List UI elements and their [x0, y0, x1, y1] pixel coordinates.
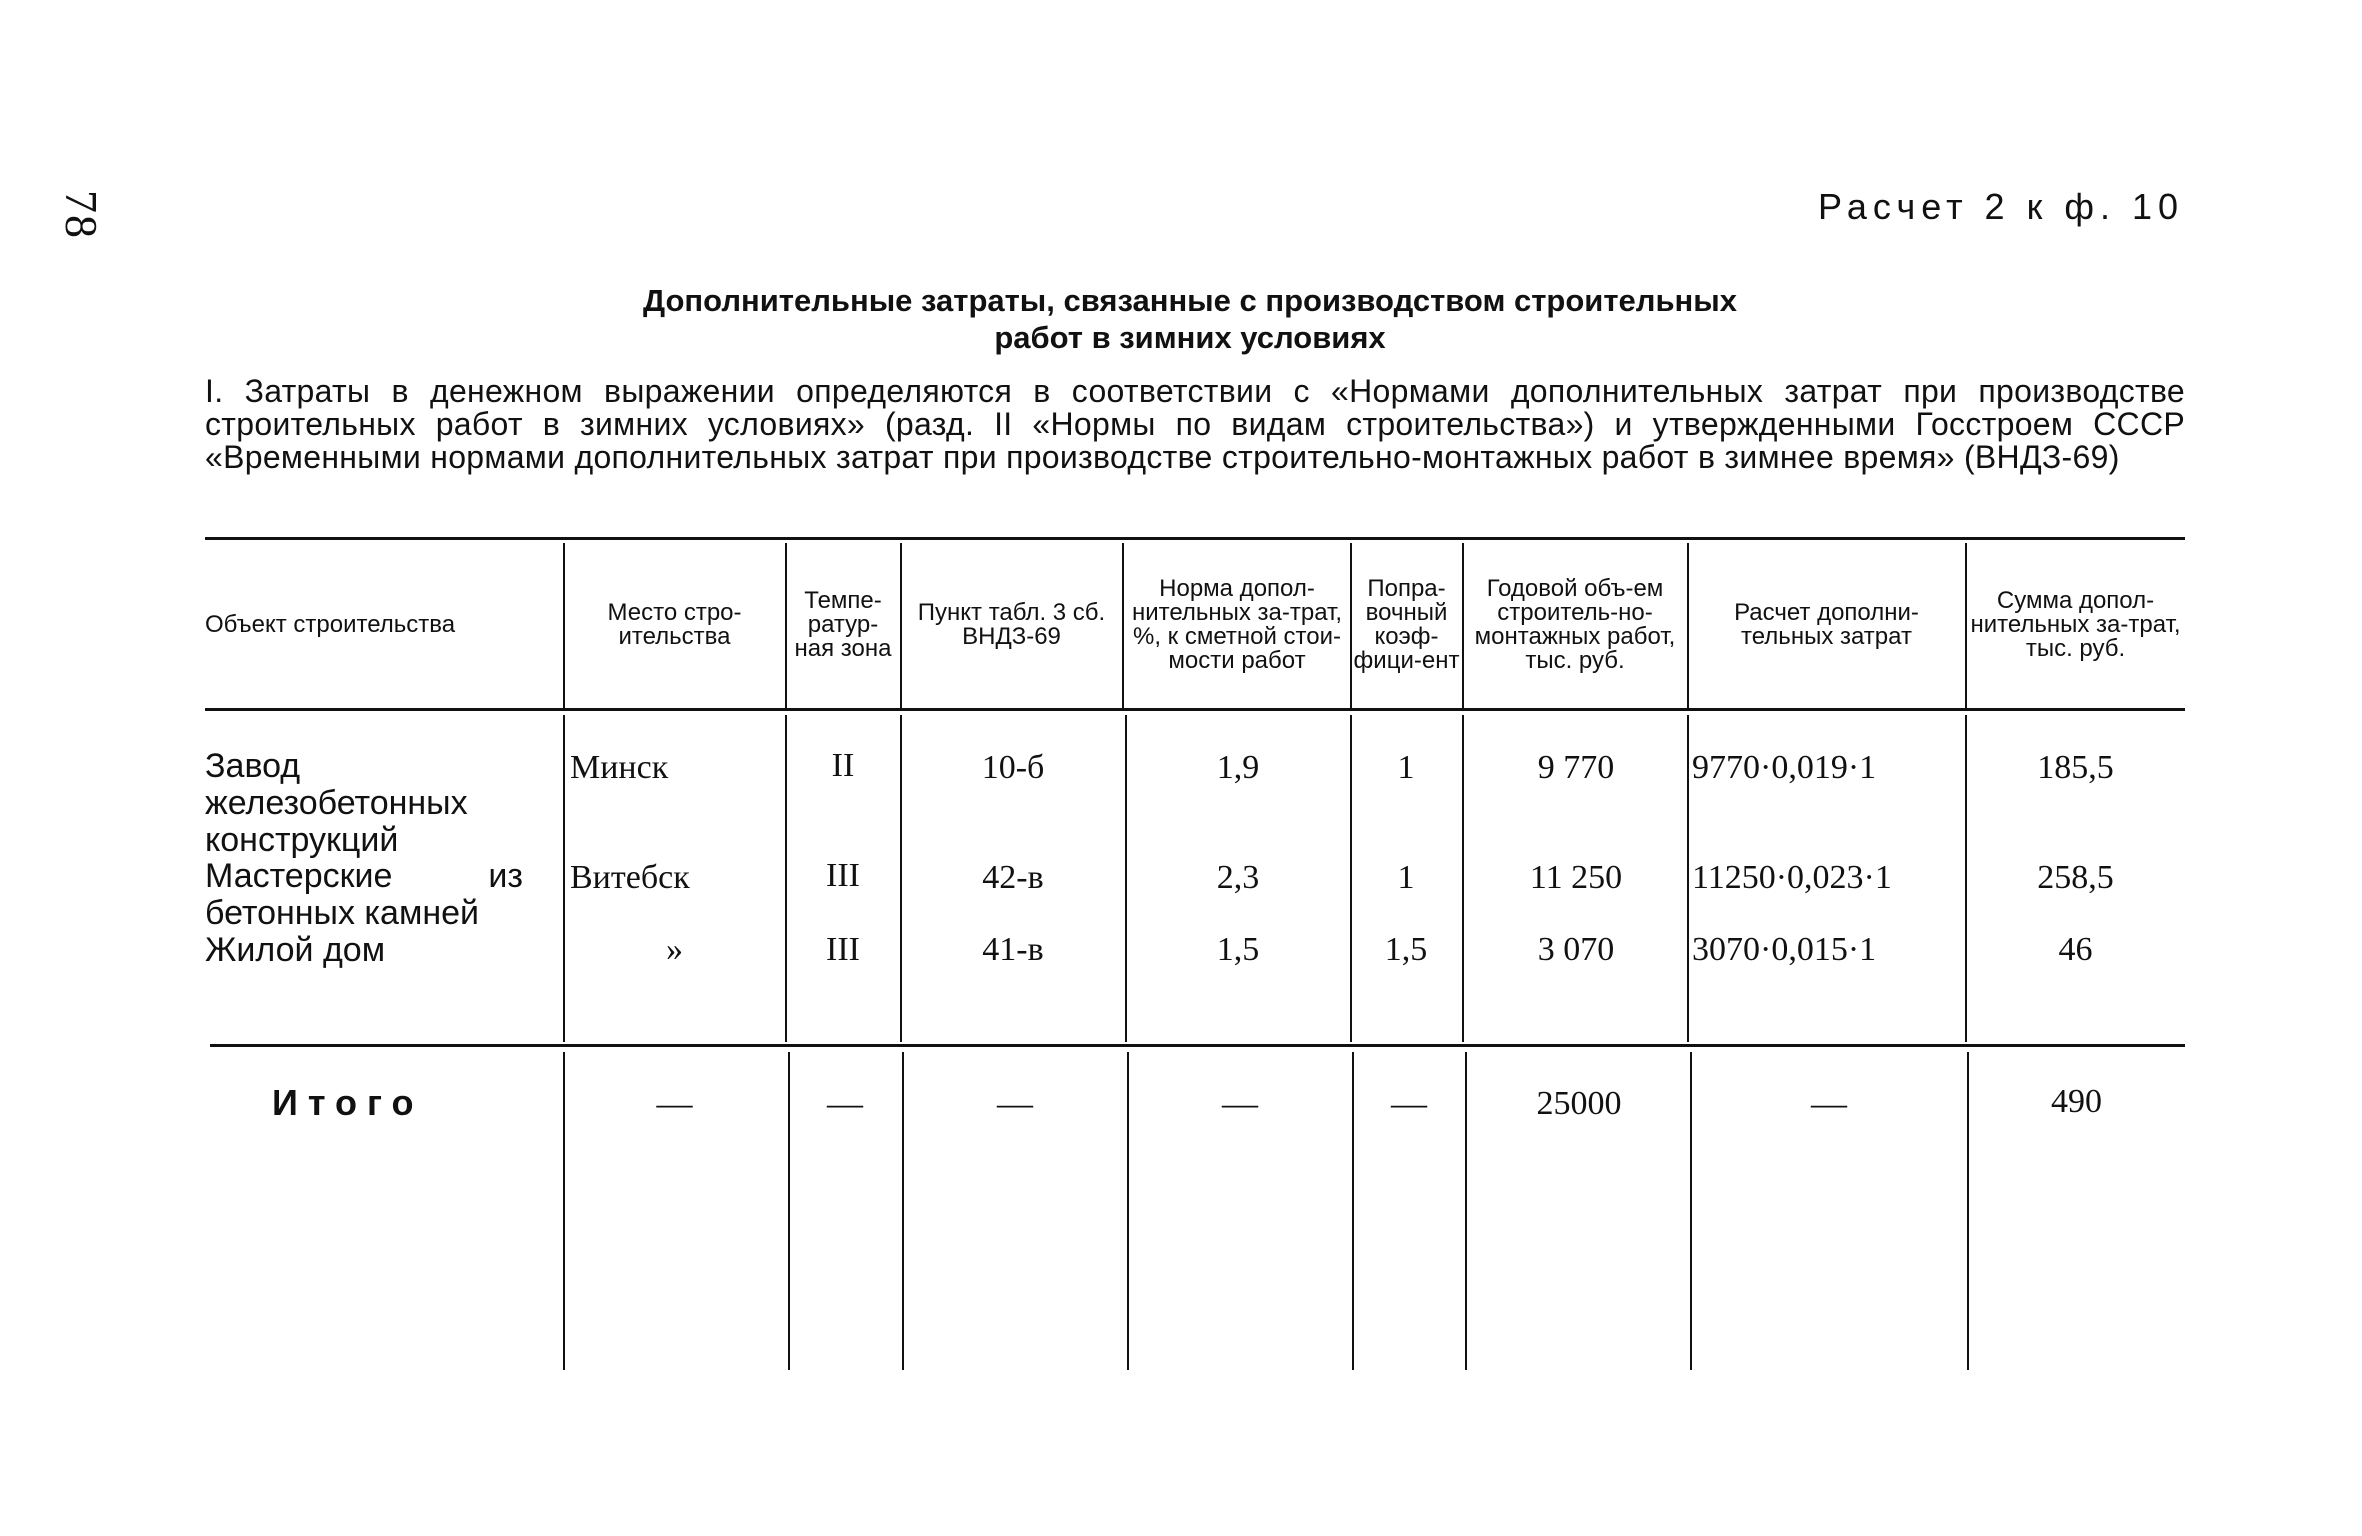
- header-volume: [1465, 545, 1685, 705]
- row-2-item: 42-в: [982, 859, 1044, 896]
- col-divider-6: [1462, 543, 1464, 708]
- header-place-text: Место стро-ительства: [607, 599, 742, 650]
- page-number: 78: [56, 190, 107, 240]
- header-sum-text: Сумма допол-нительных за-трат, тыс. руб.: [1970, 587, 2181, 662]
- header-item-text: Пункт табл. 3 сб. ВНДЗ-69: [917, 599, 1106, 650]
- total-col-divider-7: [1690, 1052, 1692, 1370]
- row-3-volume: 3 070: [1537, 931, 1615, 968]
- row-1-place: Минск: [570, 749, 669, 786]
- header-object: [205, 545, 560, 705]
- col-divider-2: [785, 543, 787, 708]
- row-3-sum: 46: [2058, 931, 2093, 968]
- row-2-coef: 1: [1397, 859, 1415, 896]
- body-col-divider-8: [1965, 715, 1967, 1042]
- header-place: [566, 545, 783, 705]
- header-coef-text: Попра-вочный коэф-фици-ент: [1353, 575, 1460, 674]
- row-1-sum: 185,5: [2037, 749, 2114, 786]
- header-bottom-rule: [205, 708, 2185, 711]
- row-1-coef: 1: [1397, 749, 1415, 786]
- header-norm: [1126, 545, 1348, 705]
- header-norm-text: Норма допол-нительных за-трат, %, к сметной стои-мости работ: [1131, 575, 1343, 674]
- total-col-divider-6: [1465, 1052, 1467, 1370]
- body-col-divider-4: [1125, 715, 1127, 1042]
- total-col-divider-3: [902, 1052, 904, 1370]
- row-3-zone: III: [826, 931, 860, 968]
- row-3-norm: 1,5: [1216, 931, 1260, 968]
- header-calc-text: Расчет дополни-тельных затрат: [1734, 599, 1919, 650]
- row-2-sum: 258,5: [2037, 859, 2114, 896]
- body-col-divider-6: [1462, 715, 1464, 1042]
- total-top-rule: [210, 1044, 2185, 1047]
- total-calc: —: [1811, 1083, 1847, 1123]
- row-1-volume: 9 770: [1537, 749, 1615, 786]
- total-col-divider-5: [1352, 1052, 1354, 1370]
- row-2-norm: 2,3: [1216, 859, 1260, 896]
- row-1-item: 10-б: [981, 749, 1045, 786]
- total-col-divider-4: [1127, 1052, 1129, 1370]
- body-col-divider-3: [900, 715, 902, 1042]
- document-title: [420, 282, 1960, 356]
- row-2-volume: 11 250: [1529, 859, 1623, 896]
- intro-paragraph: I. Затраты в денежном выражении определяются в соответствии с «Нормами дополнительных затрат при производстве строительных работ в зимних условиях» (разд. II «Нормы по видам строительства») и утвержденными Госстроем СССР «Временными нормами дополнительных затрат при производстве строительно-монтажных работ в зимнее время» (ВНДЗ-69): [205, 373, 2185, 475]
- row-1-object: Завод железобетонных конструкций: [205, 747, 468, 859]
- header-zone-text: Темпе-ратур-ная зона: [794, 587, 892, 662]
- header-volume-text: Годовой объ-ем строитель-но-монтажных работ, тыс. руб.: [1474, 575, 1676, 674]
- title-line-1: Дополнительные затраты, связанные с производством строительных: [643, 283, 1737, 318]
- form-label: Расчет 2 к ф. 10: [1818, 186, 2184, 227]
- total-col-divider-1: [563, 1052, 565, 1370]
- total-zone: —: [827, 1083, 863, 1123]
- total-sum: 490: [2051, 1083, 2102, 1120]
- row-2-place: Витебск: [570, 859, 690, 896]
- row-3-calc: 3070·0,015·1: [1692, 931, 1877, 968]
- row-1-zone: II: [831, 747, 855, 784]
- header-item: [903, 545, 1120, 705]
- total-norm: —: [1222, 1083, 1258, 1123]
- row-2-object: Мастерские из бетонных камней: [205, 857, 523, 932]
- row-3-item: 41-в: [982, 931, 1044, 968]
- total-label: Итого: [272, 1082, 424, 1123]
- body-col-divider-2: [785, 715, 787, 1042]
- header-sum: [1968, 545, 2183, 705]
- header-zone: [788, 545, 898, 705]
- header-object-text: Объект строительства: [205, 611, 456, 638]
- body-col-divider-7: [1687, 715, 1689, 1042]
- col-divider-4: [1122, 543, 1124, 708]
- row-3-object: Жилой дом: [205, 931, 386, 969]
- col-divider-5: [1350, 543, 1352, 708]
- col-divider-1: [563, 543, 565, 708]
- total-volume: 25000: [1536, 1085, 1622, 1122]
- total-coef: —: [1391, 1083, 1427, 1123]
- title-line-2: работ в зимних условиях: [994, 320, 1386, 355]
- col-divider-7: [1687, 543, 1689, 708]
- body-col-divider-1: [563, 715, 565, 1042]
- col-divider-3: [900, 543, 902, 708]
- row-3-coef: 1,5: [1384, 931, 1428, 968]
- total-item: —: [997, 1083, 1033, 1123]
- col-divider-8: [1965, 543, 1967, 708]
- table-top-rule: [205, 537, 2185, 540]
- header-calc: [1690, 545, 1963, 705]
- total-place: —: [656, 1083, 693, 1123]
- row-2-calc: 11250·0,023·1: [1692, 859, 1892, 896]
- row-1-norm: 1,9: [1216, 749, 1260, 786]
- row-2-zone: III: [826, 857, 860, 894]
- header-coef: [1353, 545, 1460, 705]
- row-3-place: »: [666, 931, 683, 968]
- row-1-calc: 9770·0,019·1: [1692, 749, 1877, 786]
- total-col-divider-8: [1967, 1052, 1969, 1370]
